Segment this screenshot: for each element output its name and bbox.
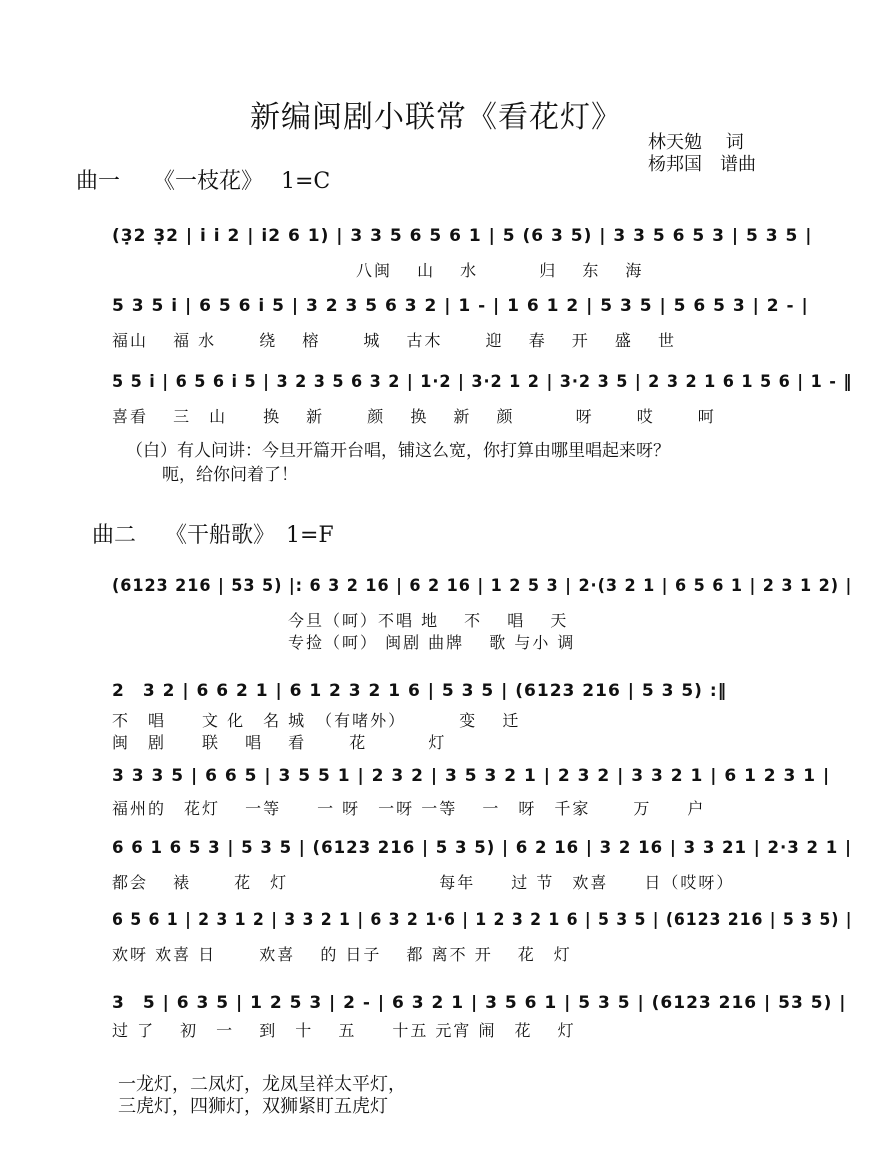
section2-row1-lyric2: 专捡（呵） 闽剧 曲牌 歌 与小 调: [288, 633, 576, 652]
section2-row6-music: 3 5 | 6 3 5 | 1 2 5 3 | 2 - | 6 3 2 1 | 3 5 6 1 | 5 3 5 | (6123 216 | 53 5) |: [112, 993, 847, 1013]
section2-row3-lyric: 福州的 花灯 一等 一 呀 一呀 一等 一 呀 千家 万 户: [112, 799, 706, 818]
section2-row5-lyric: 欢呀 欢喜 日 欢喜 的 日子 都 离不 开 花 灯: [112, 945, 572, 964]
section1-row1-lyric: 八闽 山 水 归 东 海: [356, 261, 644, 280]
section1-row2-lyric: 福山 福 水 绕 榕 城 古木 迎 春 开 盛 世: [112, 331, 676, 350]
section1-row3-lyric: 喜看 三 山 换 新 颜 换 新 颜 呀 哎 呵: [112, 407, 716, 426]
section2-heading: 曲二 《干船歌》 1=F: [92, 523, 334, 548]
section2-row3-music: 3 3 3 5 | 6 6 5 | 3 5 5 1 | 2 3 2 | 3 5 3 2 1 | 2 3 2 | 3 3 2 1 | 6 1 2 3 1 |: [112, 766, 831, 786]
section2-row2-lyric: 不 唱 文 化 名 城 （有啫外） 变 迁: [112, 711, 521, 730]
section2-row4-lyric: 都会 裱 花 灯 每年 过 节 欢喜 日（哎呀）: [112, 873, 735, 892]
poem-line-1: 一龙灯，二凤灯，龙凤呈祥太平灯，: [118, 1074, 406, 1095]
section2-row2-music: 2 3 2 | 6 6 2 1 | 6 1 2 3 2 1 6 | 5 3 5 | (6123 216 | 5 3 5) :‖: [112, 681, 728, 701]
section2-row1-lyric: 今旦（呵）不唱 地 不 唱 天: [288, 611, 569, 630]
section1-heading: 曲一 《一枝花》 1=C: [76, 169, 331, 194]
section2-row2-lyric2: 闽 剧 联 唱 看 花 灯: [112, 733, 447, 752]
section1-row1-music: (3̣2 3̣2 | i i 2 | i2 6 1) | 3 3 5 6 5 6 1 | 5 (6 3 5) | 3 3 5 6 5 3 | 5 3 5 |: [112, 226, 813, 246]
lyricist-credit: 林天勉 词: [648, 132, 744, 153]
section1-row3-music: 5 5 i | 6 5 6 i 5 | 3 2 3 5 6 3 2 | 1·2 | 3·2 1 2 | 3·2 3 5 | 2 3 2 1 6 1 5 6 | 1 - ‖: [112, 372, 853, 392]
spoken-line-2: 呃，给你问着了！: [162, 465, 298, 485]
section2-row5-music: 6 5 6 1 | 2 3 1 2 | 3 3 2 1 | 6 3 2 1·6 | 1 2 3 2 1 6 | 5 3 5 | (6123 216 | 5 3 5) |: [112, 910, 853, 930]
section2-row1-music: (6123 216 | 53 5) |: 6 3 2 16 | 6 2 16 | 1 2 5 3 | 2·(3 2 1 | 6 5 6 1 | 2 3 1 2) |: [112, 576, 853, 596]
composer-credit: 杨邦国 谱曲: [648, 154, 756, 175]
section2-row6-lyric: 过 了 初 一 到 十 五 十五 元宵 闹 花 灯: [112, 1021, 576, 1040]
page-title: 新编闽剧小联常《看花灯》: [250, 100, 622, 135]
poem-line-2: 三虎灯，四狮灯，双狮紧盯五虎灯: [118, 1096, 388, 1117]
spoken-line-1: （白）有人问讲：今旦开篇开台唱，铺这么宽，你打算由哪里唱起来呀？: [126, 441, 670, 461]
section1-row2-music: 5 3 5 i | 6 5 6 i 5 | 3 2 3 5 6 3 2 | 1 - | 1 6 1 2 | 5 3 5 | 5 6 5 3 | 2 - |: [112, 296, 809, 316]
section2-row4-music: 6 6 1 6 5 3 | 5 3 5 | (6123 216 | 5 3 5) | 6 2 16 | 3 2 16 | 3 3 21 | 2·3 2 1 |: [112, 838, 852, 858]
